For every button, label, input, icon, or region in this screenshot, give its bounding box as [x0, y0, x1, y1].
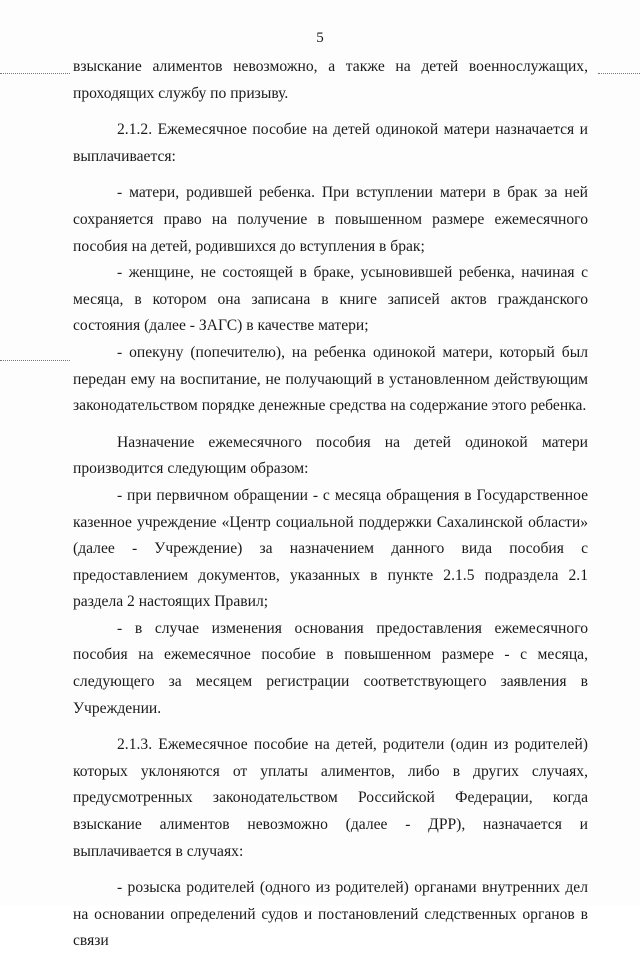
paragraph: - при первичном обращении - с месяца обращения в Государственное казенное учреждение «Центр социальной поддержки Сахалинской области» (далее - Учреждение) за назначением данного вида пособия с предоставлением документов, указанных в пункте 2.1.5 подраздела 2.1 раздела 2 настоящих Правил; — [73, 486, 588, 611]
paragraph: 2.1.2. Ежемесячное пособие на детей одинокой матери назначается и выплачивается: — [73, 121, 588, 165]
paragraph: Назначение ежемесячного пособия на детей одинокой матери производится следующим образом: — [73, 433, 588, 478]
scan-artifact-right — [598, 73, 640, 74]
paragraph: - матери, родившей ребенка. При вступлении матери в брак за ней сохраняется право на получение в повышенном размере ежемесячного пособия на детей, родившихся до вступления в брак; — [73, 184, 588, 255]
paragraph: - женщине, не состоящей в браке, усыновившей ребенка, начиная с месяца, в котором она записана в книге записей актов гражданского состояния (далее - ЗАГС) в качестве матери; — [73, 264, 588, 335]
page-number: 5 — [316, 30, 324, 46]
paragraph: - розыска родителей (одного из родителей) органами внутренних дел на основании определений судов и постановлений следственных органов в связи — [73, 879, 588, 950]
scan-artifact-mid — [0, 360, 70, 361]
scan-artifact-left — [0, 73, 70, 74]
paragraph: - опекуну (попечителю), на ребенка одинокой матери, который был передан ему на воспитание, не получающий в установленном действующим законодательством порядке денежные средства на содержание этого ребенка. — [73, 343, 588, 415]
paragraph: - в случае изменения основания предоставления ежемесячного пособия на ежемесячное пособие в повышенном размере - с месяца, следующего за месяцем регистрации соответствующего заявления в Учреждении. — [73, 619, 588, 717]
paragraph: 2.1.3. Ежемесячное пособие на детей, родители (один из родителей) которых уклоняются от уплаты алиментов, либо в других случаях, предусмотренных законодательством Российской Федерации, когда взыскание алиментов невозможно (далее - ДРР), назначается и выплачивается в случаях: — [73, 736, 588, 860]
document-body — [73, 54, 588, 955]
paragraph: взыскание алиментов невозможно, а также на детей военнослужащих, проходящих службу по призыву. — [73, 58, 588, 102]
